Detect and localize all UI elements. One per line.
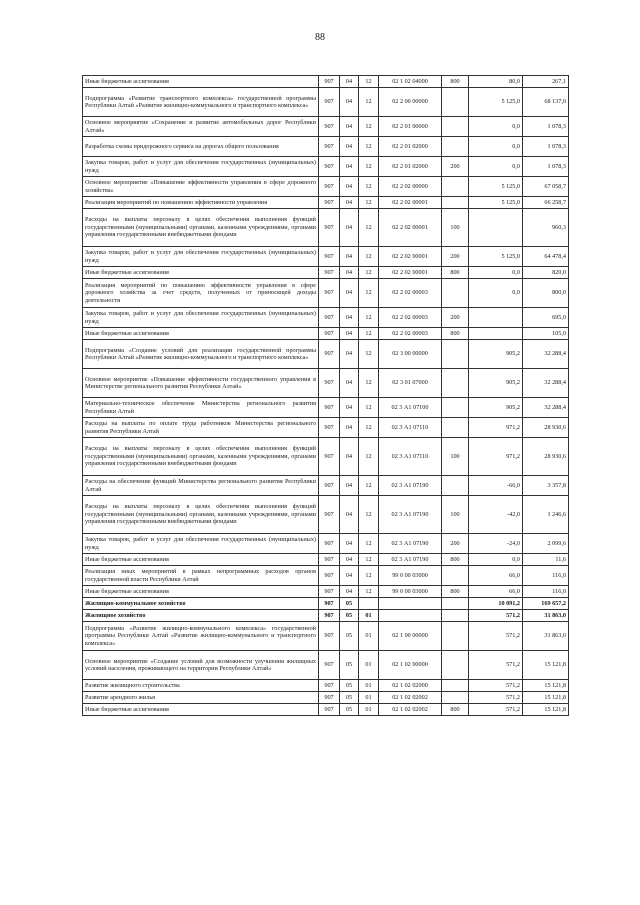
target-article-code: 02 2 01 00000 xyxy=(379,117,442,137)
amount-change: 0,0 xyxy=(469,137,523,157)
subsection-code: 12 xyxy=(359,566,379,586)
expense-type-code: 800 xyxy=(442,76,469,88)
section-code: 04 xyxy=(340,438,359,476)
section-code: 04 xyxy=(340,247,359,267)
amount-total: 800,0 xyxy=(523,279,569,308)
amount-change: 905,2 xyxy=(469,369,523,398)
table-row xyxy=(83,496,569,534)
table-row xyxy=(83,622,569,651)
expense-type-code: 100 xyxy=(442,496,469,534)
expense-type-code: 800 xyxy=(442,328,469,340)
ministry-code: 907 xyxy=(319,622,340,651)
section-code: 04 xyxy=(340,209,359,247)
ministry-code: 907 xyxy=(319,267,340,279)
ministry-code: 907 xyxy=(319,534,340,554)
section-code: 05 xyxy=(340,610,359,622)
target-article-code: 02 2 02 00001 xyxy=(379,197,442,209)
section-code: 04 xyxy=(340,566,359,586)
expense-type-code xyxy=(442,340,469,369)
subsection-code: 12 xyxy=(359,476,379,496)
amount-change: 571,2 xyxy=(469,651,523,680)
table-row xyxy=(83,308,569,328)
amount-total: 15 121,8 xyxy=(523,704,569,716)
subsection-code: 12 xyxy=(359,279,379,308)
target-article-code: 02 3 А1 07190 xyxy=(379,554,442,566)
section-code: 04 xyxy=(340,177,359,197)
ministry-code: 907 xyxy=(319,157,340,177)
amount-total: 820,0 xyxy=(523,267,569,279)
section-code: 05 xyxy=(340,704,359,716)
table-row xyxy=(83,340,569,369)
ministry-code: 907 xyxy=(319,610,340,622)
amount-change: 905,2 xyxy=(469,340,523,369)
amount-total: 28 930,6 xyxy=(523,438,569,476)
ministry-code: 907 xyxy=(319,137,340,157)
subsection-code: 12 xyxy=(359,197,379,209)
ministry-code: 907 xyxy=(319,328,340,340)
expense-type-code xyxy=(442,398,469,418)
ministry-code: 907 xyxy=(319,308,340,328)
section-code: 04 xyxy=(340,117,359,137)
subsection-code: 12 xyxy=(359,554,379,566)
table-row xyxy=(83,369,569,398)
section-code: 04 xyxy=(340,197,359,209)
subsection-code: 01 xyxy=(359,692,379,704)
ministry-code: 907 xyxy=(319,566,340,586)
row-name: Развитие арендного жилья xyxy=(83,692,319,704)
amount-total: 15 121,8 xyxy=(523,651,569,680)
subsection-code: 12 xyxy=(359,117,379,137)
row-name: Иные бюджетные ассигнования xyxy=(83,267,319,279)
subsection-code: 12 xyxy=(359,308,379,328)
row-name: Закупка товаров, работ и услуг для обеспечения государственных (муниципальных) нужд xyxy=(83,247,319,267)
row-name: Закупка товаров, работ и услуг для обеспечения государственных (муниципальных) нужд xyxy=(83,157,319,177)
table-row xyxy=(83,566,569,586)
target-article-code: 02 2 01 02000 xyxy=(379,137,442,157)
expense-type-code: 200 xyxy=(442,308,469,328)
row-name: Иные бюджетные ассигнования xyxy=(83,76,319,88)
subsection-code: 12 xyxy=(359,177,379,197)
row-name: Закупка товаров, работ и услуг для обеспечения государственных (муниципальных) нужд xyxy=(83,534,319,554)
section-code: 04 xyxy=(340,340,359,369)
table-row xyxy=(83,680,569,692)
amount-total: 67 058,7 xyxy=(523,177,569,197)
table-row xyxy=(83,586,569,598)
amount-change xyxy=(469,328,523,340)
expense-type-code: 100 xyxy=(442,209,469,247)
subsection-code: 12 xyxy=(359,398,379,418)
section-code: 04 xyxy=(340,157,359,177)
subsection-code: 12 xyxy=(359,157,379,177)
ministry-code: 907 xyxy=(319,704,340,716)
subsection-code: 01 xyxy=(359,610,379,622)
table-row xyxy=(83,328,569,340)
target-article-code: 02 2 02 00003 xyxy=(379,328,442,340)
subsection-code: 12 xyxy=(359,328,379,340)
row-name: Расходы на выплаты персоналу в целях обеспечения выполнения функций государственными (муниципальными) органами, казенными учреждениями, органами управления государственными внебюджетными фондами xyxy=(83,438,319,476)
amount-change: 971,2 xyxy=(469,418,523,438)
section-code: 04 xyxy=(340,369,359,398)
amount-change: 971,2 xyxy=(469,438,523,476)
row-name: Жилищно-коммунальное хозяйство xyxy=(83,598,319,610)
row-name: Иные бюджетные ассигнования xyxy=(83,328,319,340)
target-article-code: 02 3 А1 07190 xyxy=(379,496,442,534)
target-article-code: 02 2 02 00003 xyxy=(379,279,442,308)
amount-change: 0,0 xyxy=(469,554,523,566)
row-name: Подпрограмма «Создание условий для реализации государственной программы Республики Алтай «Развитие жилищно-коммунального и транспортного комплекса» xyxy=(83,340,319,369)
table-row xyxy=(83,692,569,704)
subsection-code: 01 xyxy=(359,680,379,692)
target-article-code: 02 2 02 00001 xyxy=(379,247,442,267)
amount-change: 905,2 xyxy=(469,398,523,418)
target-article-code: 02 1 02 04000 xyxy=(379,76,442,88)
row-name: Основное мероприятие «Сохранение и развитие автомобильных дорог Республики Алтай» xyxy=(83,117,319,137)
row-name: Расходы на обеспечение функций Министерства регионального развития Республики Алтай xyxy=(83,476,319,496)
section-code: 04 xyxy=(340,418,359,438)
amount-total: 2 099,6 xyxy=(523,534,569,554)
target-article-code: 02 2 02 00000 xyxy=(379,177,442,197)
target-article-code: 02 1 02 02002 xyxy=(379,704,442,716)
row-name: Расходы на выплаты персоналу в целях обеспечения выполнения функций государственными (муниципальными) органами, казенными учреждениями, органами управления государственными внебюджетными фондами xyxy=(83,496,319,534)
expense-type-code: 100 xyxy=(442,438,469,476)
amount-total: 169 657,2 xyxy=(523,598,569,610)
ministry-code: 907 xyxy=(319,651,340,680)
amount-total: 66 258,7 xyxy=(523,197,569,209)
amount-change: 5 125,0 xyxy=(469,88,523,117)
table-row xyxy=(83,534,569,554)
subsection-code: 12 xyxy=(359,369,379,398)
amount-total: 105,0 xyxy=(523,328,569,340)
expense-type-code xyxy=(442,177,469,197)
expense-type-code xyxy=(442,692,469,704)
ministry-code: 907 xyxy=(319,598,340,610)
table-row xyxy=(83,418,569,438)
page-number: 88 xyxy=(315,32,325,43)
table-row xyxy=(83,247,569,267)
table-row xyxy=(83,704,569,716)
section-code: 05 xyxy=(340,692,359,704)
amount-change: 5 125,0 xyxy=(469,197,523,209)
table-row xyxy=(83,610,569,622)
table-row xyxy=(83,554,569,566)
amount-total: 15 121,8 xyxy=(523,692,569,704)
target-article-code: 02 2 01 02000 xyxy=(379,157,442,177)
amount-total: 1 246,6 xyxy=(523,496,569,534)
table-row xyxy=(83,279,569,308)
row-name: Иные бюджетные ассигнования xyxy=(83,586,319,598)
target-article-code: 02 2 02 00001 xyxy=(379,267,442,279)
table-row xyxy=(83,137,569,157)
budget-table xyxy=(82,75,569,716)
subsection-code: 01 xyxy=(359,704,379,716)
table-row xyxy=(83,117,569,137)
ministry-code: 907 xyxy=(319,496,340,534)
amount-change: -66,0 xyxy=(469,476,523,496)
subsection-code: 12 xyxy=(359,534,379,554)
table-row xyxy=(83,88,569,117)
target-article-code: 02 3 01 07000 xyxy=(379,369,442,398)
amount-change: -24,0 xyxy=(469,534,523,554)
section-code: 05 xyxy=(340,622,359,651)
row-name: Иные бюджетные ассигнования xyxy=(83,704,319,716)
target-article-code: 02 3 А1 07110 xyxy=(379,438,442,476)
row-name: Основное мероприятие «Повышение эффективности управления в сфере дорожного хозяйства» xyxy=(83,177,319,197)
expense-type-code xyxy=(442,279,469,308)
target-article-code: 02 3 А1 07110 xyxy=(379,418,442,438)
subsection-code: 12 xyxy=(359,418,379,438)
amount-change: 571,2 xyxy=(469,622,523,651)
amount-change: 571,2 xyxy=(469,692,523,704)
table-row xyxy=(83,76,569,88)
amount-total: 695,0 xyxy=(523,308,569,328)
target-article-code: 02 2 02 00001 xyxy=(379,209,442,247)
amount-total: 31 863,0 xyxy=(523,610,569,622)
ministry-code: 907 xyxy=(319,476,340,496)
amount-total: 32 288,4 xyxy=(523,398,569,418)
ministry-code: 907 xyxy=(319,418,340,438)
expense-type-code: 800 xyxy=(442,586,469,598)
section-code: 04 xyxy=(340,88,359,117)
subsection-code: 12 xyxy=(359,247,379,267)
subsection-code: 01 xyxy=(359,622,379,651)
amount-total: 267,1 xyxy=(523,76,569,88)
expense-type-code xyxy=(442,680,469,692)
subsection-code: 12 xyxy=(359,209,379,247)
section-code: 05 xyxy=(340,680,359,692)
table-row xyxy=(83,177,569,197)
amount-total: 28 930,6 xyxy=(523,418,569,438)
row-name: Закупка товаров, работ и услуг для обеспечения государственных (муниципальных) нужд xyxy=(83,308,319,328)
amount-change: 0,0 xyxy=(469,157,523,177)
section-code: 04 xyxy=(340,137,359,157)
section-code: 04 xyxy=(340,586,359,598)
amount-total: 64 478,4 xyxy=(523,247,569,267)
target-article-code: 02 3 А1 07100 xyxy=(379,398,442,418)
expense-type-code: 200 xyxy=(442,534,469,554)
subsection-code: 12 xyxy=(359,267,379,279)
amount-change: 5 125,0 xyxy=(469,247,523,267)
ministry-code: 907 xyxy=(319,340,340,369)
subsection-code: 12 xyxy=(359,496,379,534)
subsection-code: 12 xyxy=(359,340,379,369)
expense-type-code xyxy=(442,622,469,651)
row-name: Расходы на выплаты персоналу в целях обеспечения выполнения функций государственными (муниципальными) органами, казенными учреждениями, органами управления государственными внебюджетными фондами xyxy=(83,209,319,247)
amount-total: 960,3 xyxy=(523,209,569,247)
target-article-code: 02 1 00 00000 xyxy=(379,622,442,651)
row-name: Материально-техническое обеспечение Министерства регионального развития Республики Алтай xyxy=(83,398,319,418)
amount-change: 66,0 xyxy=(469,566,523,586)
target-article-code: 99 0 00 03000 xyxy=(379,586,442,598)
table-row xyxy=(83,476,569,496)
amount-change: -42,0 xyxy=(469,496,523,534)
ministry-code: 907 xyxy=(319,438,340,476)
target-article-code: 02 1 02 02002 xyxy=(379,692,442,704)
expense-type-code xyxy=(442,418,469,438)
ministry-code: 907 xyxy=(319,247,340,267)
row-name: Иные бюджетные ассигнования xyxy=(83,554,319,566)
amount-total: 11,6 xyxy=(523,554,569,566)
row-name: Реализация иных мероприятий в рамках непрограммных расходов органов государственной власти Республики Алтай xyxy=(83,566,319,586)
ministry-code: 907 xyxy=(319,279,340,308)
section-code: 05 xyxy=(340,651,359,680)
table-row xyxy=(83,651,569,680)
target-article-code xyxy=(379,598,442,610)
amount-change xyxy=(469,308,523,328)
expense-type-code xyxy=(442,369,469,398)
target-article-code: 02 2 02 00003 xyxy=(379,308,442,328)
section-code: 04 xyxy=(340,328,359,340)
target-article-code: 99 0 00 03000 xyxy=(379,566,442,586)
amount-change: 10 091,2 xyxy=(469,598,523,610)
table-row xyxy=(83,438,569,476)
section-code: 04 xyxy=(340,476,359,496)
section-code: 04 xyxy=(340,534,359,554)
ministry-code: 907 xyxy=(319,680,340,692)
subsection-code: 01 xyxy=(359,651,379,680)
section-code: 04 xyxy=(340,279,359,308)
expense-type-code xyxy=(442,476,469,496)
subsection-code: 12 xyxy=(359,438,379,476)
expense-type-code: 800 xyxy=(442,704,469,716)
expense-type-code: 200 xyxy=(442,157,469,177)
expense-type-code xyxy=(442,88,469,117)
section-code: 04 xyxy=(340,308,359,328)
target-article-code: 02 3 А1 07190 xyxy=(379,476,442,496)
table-row xyxy=(83,157,569,177)
expense-type-code xyxy=(442,117,469,137)
subsection-code: 12 xyxy=(359,586,379,598)
amount-change xyxy=(469,209,523,247)
row-name: Основное мероприятие «Повышение эффективности государственного управления в Министерстве регионального развития Республики Алтай» xyxy=(83,369,319,398)
row-name: Разработка схемы придорожного сервиса на дорогах общего пользования xyxy=(83,137,319,157)
amount-change: 5 125,0 xyxy=(469,177,523,197)
amount-total: 68 137,0 xyxy=(523,88,569,117)
ministry-code: 907 xyxy=(319,586,340,598)
amount-total: 1 078,3 xyxy=(523,117,569,137)
expense-type-code: 800 xyxy=(442,267,469,279)
ministry-code: 907 xyxy=(319,76,340,88)
row-name: Подпрограмма «Развитие транспортного комплекса» государственной программы Республики Алтай «Развитие жилищно-коммунального и транспортного комплекса» xyxy=(83,88,319,117)
target-article-code: 02 1 02 00000 xyxy=(379,651,442,680)
ministry-code: 907 xyxy=(319,209,340,247)
ministry-code: 907 xyxy=(319,88,340,117)
ministry-code: 907 xyxy=(319,398,340,418)
amount-change: 0,0 xyxy=(469,267,523,279)
ministry-code: 907 xyxy=(319,177,340,197)
budget-table-body xyxy=(83,76,569,716)
target-article-code: 02 3 А1 07190 xyxy=(379,534,442,554)
section-code: 04 xyxy=(340,554,359,566)
table-row xyxy=(83,209,569,247)
amount-total: 32 288,4 xyxy=(523,340,569,369)
target-article-code: 02 2 00 00000 xyxy=(379,88,442,117)
expense-type-code xyxy=(442,598,469,610)
amount-total: 116,0 xyxy=(523,586,569,598)
section-code: 04 xyxy=(340,267,359,279)
expense-type-code: 200 xyxy=(442,247,469,267)
row-name: Подпрограмма «Развитие жилищно-коммунального комплекса» государственной программы Республики Алтай «Развитие жилищно-коммунального и транспортного комплекса» xyxy=(83,622,319,651)
subsection-code: 12 xyxy=(359,76,379,88)
target-article-code: 02 1 02 02000 xyxy=(379,680,442,692)
expense-type-code xyxy=(442,610,469,622)
subsection-code: 12 xyxy=(359,137,379,157)
ministry-code: 907 xyxy=(319,554,340,566)
ministry-code: 907 xyxy=(319,197,340,209)
amount-change: 0,0 xyxy=(469,279,523,308)
ministry-code: 907 xyxy=(319,692,340,704)
target-article-code xyxy=(379,610,442,622)
subsection-code: 12 xyxy=(359,88,379,117)
row-name: Расходы на выплаты по оплате труда работников Министерства регионального развития Республики Алтай xyxy=(83,418,319,438)
expense-type-code xyxy=(442,197,469,209)
row-name: Реализация мероприятий по повышению эффективности управления xyxy=(83,197,319,209)
expense-type-code xyxy=(442,137,469,157)
section-code: 04 xyxy=(340,398,359,418)
ministry-code: 907 xyxy=(319,117,340,137)
amount-total: 31 863,0 xyxy=(523,622,569,651)
expense-type-code: 800 xyxy=(442,554,469,566)
subsection-code xyxy=(359,598,379,610)
table-row xyxy=(83,197,569,209)
amount-total: 1 078,3 xyxy=(523,137,569,157)
amount-change: 571,2 xyxy=(469,680,523,692)
amount-total: 1 078,3 xyxy=(523,157,569,177)
amount-total: 32 288,4 xyxy=(523,369,569,398)
row-name: Основное мероприятие «Создание условий для возможности улучшения жилищных условий населения, проживающего на территории Республики Алтай» xyxy=(83,651,319,680)
section-code: 05 xyxy=(340,598,359,610)
amount-change: 0,0 xyxy=(469,117,523,137)
amount-change: 571,2 xyxy=(469,610,523,622)
expense-type-code xyxy=(442,651,469,680)
table-row xyxy=(83,398,569,418)
amount-change: 571,2 xyxy=(469,704,523,716)
amount-change: 80,0 xyxy=(469,76,523,88)
amount-total: 3 357,8 xyxy=(523,476,569,496)
row-name: Жилищное хозяйство xyxy=(83,610,319,622)
table-row xyxy=(83,598,569,610)
row-name: Развитие жилищного строительства xyxy=(83,680,319,692)
amount-total: 116,0 xyxy=(523,566,569,586)
section-code: 04 xyxy=(340,496,359,534)
table-row xyxy=(83,267,569,279)
amount-change: 66,0 xyxy=(469,586,523,598)
row-name: Реализация мероприятий по повышению эффективности управления в сфере дорожного хозяйства за счет средств, полученных от приносящей доходы деятельности xyxy=(83,279,319,308)
amount-total: 15 121,8 xyxy=(523,680,569,692)
expense-type-code xyxy=(442,566,469,586)
section-code: 04 xyxy=(340,76,359,88)
ministry-code: 907 xyxy=(319,369,340,398)
target-article-code: 02 3 00 00000 xyxy=(379,340,442,369)
